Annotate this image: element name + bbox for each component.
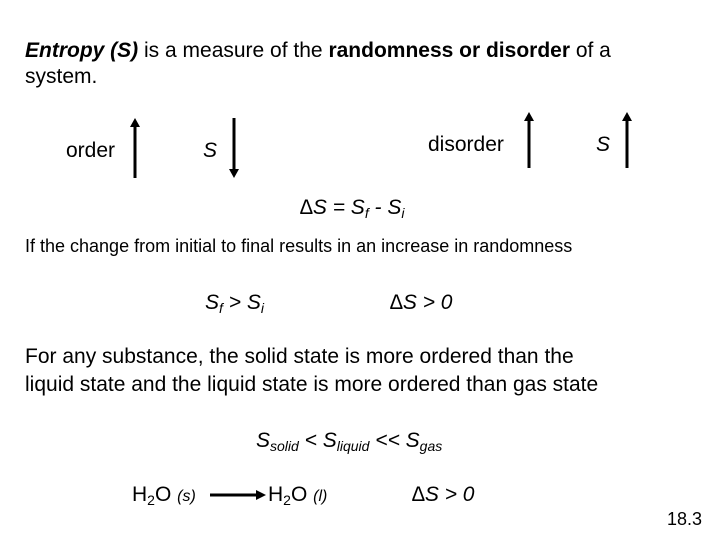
relation-part: << S: [369, 429, 420, 452]
order-label: order: [66, 139, 116, 162]
formula-part: H: [268, 483, 284, 506]
arrow-up-icon: [130, 118, 140, 178]
formula-part: O: [154, 483, 178, 506]
s-up-label: S: [596, 133, 611, 156]
entropy-order-relation: [256, 428, 442, 453]
subscript-2: 2: [147, 492, 155, 508]
intro-line-1: [25, 38, 611, 63]
subscript-f: f: [364, 205, 369, 221]
delta-s-equation: [300, 195, 405, 220]
water-solid: [132, 482, 196, 509]
subscript-gas: gas: [419, 438, 443, 454]
state-solid: (s): [177, 488, 196, 505]
arrow-down-icon: [229, 118, 239, 178]
reaction-arrow-icon: [210, 489, 266, 501]
state-liquid: (l): [313, 488, 328, 505]
subscript-f: f: [219, 300, 223, 316]
intro-line-2: system.: [25, 65, 98, 88]
s-symbol: S: [256, 429, 271, 452]
intro-text-mid: is a measure of the: [138, 39, 329, 62]
arrow-up-icon: [622, 112, 632, 168]
water-liquid: [268, 482, 327, 509]
water-delta-s: ∆S > 0: [412, 483, 475, 506]
slide-number: 18.3: [667, 509, 703, 529]
inequality-part: > S: [222, 291, 261, 314]
substance-line-2: liquid state and the liquid state is more ordered than gas state: [25, 373, 599, 396]
s-down-label: S: [203, 139, 218, 162]
equation-part: - S: [368, 196, 402, 219]
subscript-i: i: [401, 205, 405, 221]
equation-part: = S: [326, 196, 365, 219]
relation-part: < S: [298, 429, 337, 452]
arrow-up-icon: [524, 112, 534, 168]
subscript-liquid: liquid: [336, 438, 370, 454]
sf-gt-si: [205, 290, 264, 315]
s-symbol: S: [205, 291, 220, 314]
subscript-2: 2: [283, 492, 291, 508]
intro-text-end: of a: [570, 39, 611, 62]
delta-s-positive: ∆S > 0: [390, 291, 453, 314]
formula-part: H: [132, 483, 148, 506]
subscript-i: i: [260, 300, 264, 316]
substance-line-1: For any substance, the solid state is more ordered than the: [25, 345, 574, 368]
intro-emphasis: randomness or disorder: [328, 39, 570, 62]
subscript-solid: solid: [270, 438, 299, 454]
entropy-term: Entropy (S): [25, 39, 139, 62]
disorder-label: disorder: [428, 133, 504, 156]
formula-part: O: [290, 483, 314, 506]
delta-s-symbol: ∆S: [300, 196, 327, 219]
condition-text: If the change from initial to final results in an increase in randomness: [25, 236, 573, 256]
